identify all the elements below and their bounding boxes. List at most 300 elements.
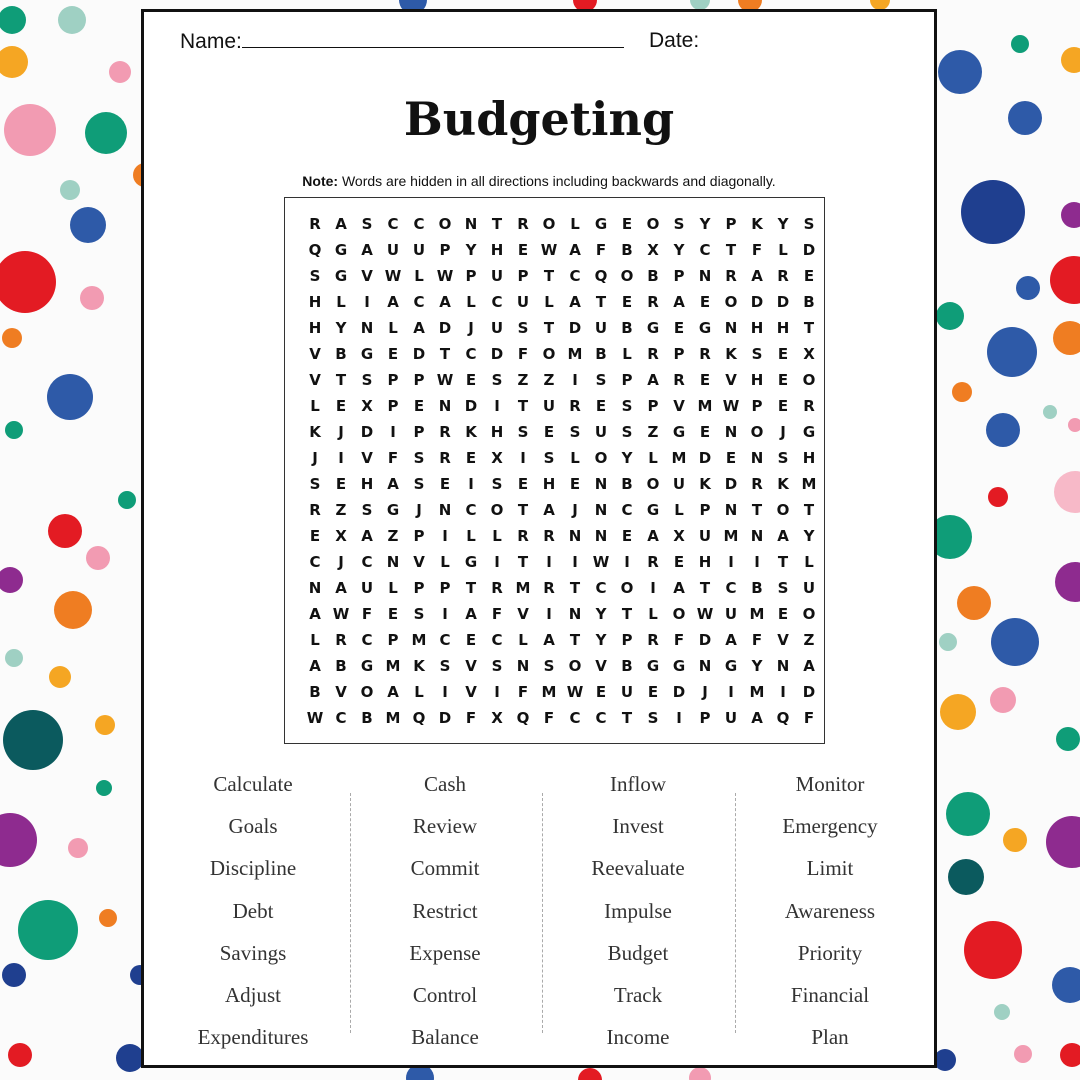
grid-letter[interactable]: U bbox=[490, 267, 504, 285]
grid-letter[interactable]: O bbox=[672, 605, 686, 623]
grid-letter[interactable]: I bbox=[728, 683, 734, 701]
grid-letter[interactable]: R bbox=[543, 527, 555, 545]
grid-letter[interactable]: O bbox=[724, 293, 738, 311]
grid-letter[interactable]: V bbox=[309, 345, 321, 363]
grid-letter[interactable]: E bbox=[777, 397, 789, 415]
grid-letter[interactable]: X bbox=[335, 527, 347, 545]
grid-letter[interactable]: C bbox=[387, 215, 399, 233]
grid-letter[interactable]: V bbox=[465, 683, 477, 701]
grid-letter[interactable]: R bbox=[569, 397, 581, 415]
grid-letter[interactable]: N bbox=[750, 527, 764, 545]
grid-letter[interactable]: U bbox=[594, 423, 608, 441]
grid-letter[interactable]: D bbox=[490, 345, 504, 363]
grid-letter[interactable]: R bbox=[647, 345, 659, 363]
grid-letter[interactable]: Z bbox=[803, 631, 815, 649]
grid-letter[interactable]: T bbox=[621, 709, 633, 727]
grid-letter[interactable]: E bbox=[621, 293, 633, 311]
grid-letter[interactable]: C bbox=[491, 631, 503, 649]
grid-letter[interactable]: N bbox=[360, 319, 374, 337]
grid-letter[interactable]: F bbox=[361, 605, 373, 623]
grid-letter[interactable]: O bbox=[360, 683, 374, 701]
grid-letter[interactable]: G bbox=[646, 501, 660, 519]
grid-letter[interactable]: W bbox=[436, 371, 454, 389]
grid-letter[interactable]: Y bbox=[335, 319, 347, 337]
grid-letter[interactable]: A bbox=[309, 605, 321, 623]
grid-letter[interactable]: L bbox=[310, 397, 320, 415]
grid-letter[interactable]: G bbox=[464, 553, 478, 571]
grid-letter[interactable]: E bbox=[595, 683, 607, 701]
grid-letter[interactable]: N bbox=[568, 605, 582, 623]
grid-letter[interactable]: M bbox=[385, 709, 401, 727]
grid-letter[interactable]: C bbox=[621, 501, 633, 519]
grid-letter[interactable]: P bbox=[413, 423, 425, 441]
grid-letter[interactable]: E bbox=[673, 319, 685, 337]
grid-letter[interactable]: V bbox=[361, 267, 373, 285]
grid-letter[interactable]: M bbox=[801, 475, 817, 493]
grid-letter[interactable]: R bbox=[777, 267, 789, 285]
grid-letter[interactable]: S bbox=[517, 319, 529, 337]
grid-letter[interactable]: H bbox=[802, 449, 816, 467]
grid-letter[interactable]: N bbox=[568, 527, 582, 545]
grid-letter[interactable]: F bbox=[543, 709, 555, 727]
grid-letter[interactable]: X bbox=[803, 345, 815, 363]
grid-letter[interactable]: I bbox=[676, 709, 682, 727]
date-field[interactable] bbox=[649, 29, 699, 53]
grid-letter[interactable]: D bbox=[750, 293, 764, 311]
grid-letter[interactable]: F bbox=[803, 709, 815, 727]
grid-letter[interactable]: J bbox=[416, 501, 422, 519]
grid-letter[interactable]: A bbox=[309, 657, 321, 675]
name-field[interactable] bbox=[180, 29, 624, 54]
grid-letter[interactable]: E bbox=[777, 371, 789, 389]
name-blank-line[interactable] bbox=[242, 29, 624, 48]
grid-letter[interactable]: H bbox=[750, 319, 764, 337]
grid-letter[interactable]: Y bbox=[621, 449, 633, 467]
grid-letter[interactable]: K bbox=[751, 215, 763, 233]
grid-letter[interactable]: S bbox=[803, 215, 815, 233]
grid-letter[interactable]: E bbox=[387, 605, 399, 623]
grid-letter[interactable]: T bbox=[777, 553, 789, 571]
grid-letter[interactable]: U bbox=[386, 241, 400, 259]
grid-letter[interactable]: D bbox=[724, 475, 738, 493]
grid-letter[interactable]: N bbox=[698, 657, 712, 675]
grid-letter[interactable]: A bbox=[751, 709, 763, 727]
grid-letter[interactable]: T bbox=[491, 215, 503, 233]
grid-letter[interactable]: N bbox=[516, 657, 530, 675]
grid-letter[interactable]: W bbox=[384, 267, 402, 285]
grid-letter[interactable]: V bbox=[673, 397, 685, 415]
grid-letter[interactable]: V bbox=[777, 631, 789, 649]
grid-letter[interactable]: A bbox=[751, 267, 763, 285]
grid-letter[interactable]: W bbox=[436, 267, 454, 285]
grid-letter[interactable]: N bbox=[724, 423, 738, 441]
grid-letter[interactable]: L bbox=[804, 553, 814, 571]
grid-letter[interactable]: B bbox=[647, 267, 659, 285]
grid-letter[interactable]: O bbox=[490, 501, 504, 519]
grid-letter[interactable]: P bbox=[439, 579, 451, 597]
grid-letter[interactable]: W bbox=[306, 709, 324, 727]
grid-letter[interactable]: S bbox=[309, 475, 321, 493]
grid-letter[interactable]: O bbox=[646, 215, 660, 233]
grid-letter[interactable]: U bbox=[672, 475, 686, 493]
grid-letter[interactable]: S bbox=[673, 215, 685, 233]
grid-letter[interactable]: J bbox=[338, 423, 344, 441]
grid-letter[interactable]: M bbox=[723, 527, 739, 545]
grid-letter[interactable]: P bbox=[439, 241, 451, 259]
grid-letter[interactable]: A bbox=[439, 293, 451, 311]
grid-letter[interactable]: B bbox=[595, 345, 607, 363]
grid-letter[interactable]: N bbox=[698, 267, 712, 285]
grid-letter[interactable]: L bbox=[622, 345, 632, 363]
grid-letter[interactable]: P bbox=[387, 371, 399, 389]
grid-letter[interactable]: M bbox=[515, 579, 531, 597]
grid-letter[interactable]: P bbox=[387, 631, 399, 649]
grid-letter[interactable]: R bbox=[491, 579, 503, 597]
grid-letter[interactable]: T bbox=[569, 631, 581, 649]
grid-letter[interactable]: N bbox=[386, 553, 400, 571]
grid-letter[interactable]: Y bbox=[777, 215, 789, 233]
grid-letter[interactable]: S bbox=[413, 449, 425, 467]
grid-letter[interactable]: I bbox=[572, 371, 578, 389]
grid-letter[interactable]: D bbox=[438, 709, 452, 727]
grid-letter[interactable]: C bbox=[699, 241, 711, 259]
grid-letter[interactable]: S bbox=[413, 605, 425, 623]
grid-letter[interactable]: I bbox=[494, 553, 500, 571]
grid-letter[interactable]: I bbox=[442, 605, 448, 623]
grid-letter[interactable]: Z bbox=[543, 371, 555, 389]
grid-letter[interactable]: E bbox=[465, 449, 477, 467]
grid-letter[interactable]: G bbox=[594, 215, 608, 233]
grid-letter[interactable]: N bbox=[776, 657, 790, 675]
grid-letter[interactable]: E bbox=[621, 215, 633, 233]
grid-letter[interactable]: R bbox=[439, 449, 451, 467]
grid-letter[interactable]: S bbox=[309, 267, 321, 285]
grid-letter[interactable]: C bbox=[595, 709, 607, 727]
grid-letter[interactable]: E bbox=[543, 423, 555, 441]
grid-letter[interactable]: P bbox=[673, 345, 685, 363]
grid-letter[interactable]: P bbox=[647, 397, 659, 415]
grid-letter[interactable]: T bbox=[595, 293, 607, 311]
grid-letter[interactable]: I bbox=[494, 683, 500, 701]
grid-letter[interactable]: T bbox=[751, 501, 763, 519]
grid-letter[interactable]: H bbox=[698, 553, 712, 571]
grid-letter[interactable]: S bbox=[543, 657, 555, 675]
grid-letter[interactable]: S bbox=[491, 475, 503, 493]
grid-letter[interactable]: N bbox=[438, 397, 452, 415]
grid-letter[interactable]: S bbox=[777, 579, 789, 597]
grid-letter[interactable]: C bbox=[413, 293, 425, 311]
grid-letter[interactable]: E bbox=[699, 371, 711, 389]
grid-letter[interactable]: I bbox=[442, 527, 448, 545]
grid-letter[interactable]: C bbox=[569, 709, 581, 727]
grid-letter[interactable]: O bbox=[594, 449, 608, 467]
grid-letter[interactable]: I bbox=[650, 579, 656, 597]
grid-letter[interactable]: Q bbox=[308, 241, 322, 259]
grid-letter[interactable]: S bbox=[413, 475, 425, 493]
grid-letter[interactable]: Y bbox=[803, 527, 815, 545]
grid-letter[interactable]: I bbox=[754, 553, 760, 571]
grid-letter[interactable]: A bbox=[673, 293, 685, 311]
grid-letter[interactable]: L bbox=[778, 241, 788, 259]
grid-letter[interactable]: T bbox=[335, 371, 347, 389]
grid-letter[interactable]: E bbox=[725, 449, 737, 467]
grid-letter[interactable]: G bbox=[360, 345, 374, 363]
grid-letter[interactable]: M bbox=[749, 605, 765, 623]
grid-letter[interactable]: H bbox=[542, 475, 556, 493]
grid-letter[interactable]: T bbox=[803, 501, 815, 519]
grid-letter[interactable]: X bbox=[361, 397, 373, 415]
grid-letter[interactable]: A bbox=[387, 293, 399, 311]
grid-letter[interactable]: K bbox=[465, 423, 477, 441]
grid-letter[interactable]: I bbox=[338, 449, 344, 467]
grid-letter[interactable]: M bbox=[697, 397, 713, 415]
grid-letter[interactable]: U bbox=[360, 579, 374, 597]
grid-letter[interactable]: E bbox=[595, 397, 607, 415]
grid-letter[interactable]: X bbox=[491, 709, 503, 727]
grid-letter[interactable]: V bbox=[595, 657, 607, 675]
grid-letter[interactable]: P bbox=[517, 267, 529, 285]
grid-letter[interactable]: E bbox=[517, 241, 529, 259]
grid-letter[interactable]: G bbox=[724, 657, 738, 675]
grid-letter[interactable]: D bbox=[464, 397, 478, 415]
grid-letter[interactable]: N bbox=[594, 527, 608, 545]
grid-letter[interactable]: H bbox=[750, 371, 764, 389]
grid-letter[interactable]: P bbox=[699, 501, 711, 519]
grid-letter[interactable]: I bbox=[468, 475, 474, 493]
grid-letter[interactable]: R bbox=[803, 397, 815, 415]
grid-letter[interactable]: G bbox=[646, 319, 660, 337]
grid-letter[interactable]: P bbox=[751, 397, 763, 415]
grid-letter[interactable]: V bbox=[413, 553, 425, 571]
grid-letter[interactable]: E bbox=[699, 293, 711, 311]
grid-letter[interactable]: C bbox=[595, 579, 607, 597]
grid-letter[interactable]: H bbox=[308, 293, 322, 311]
grid-letter[interactable]: H bbox=[308, 319, 322, 337]
grid-letter[interactable]: S bbox=[491, 371, 503, 389]
grid-letter[interactable]: I bbox=[780, 683, 786, 701]
grid-letter[interactable]: K bbox=[309, 423, 321, 441]
grid-letter[interactable]: I bbox=[494, 397, 500, 415]
grid-letter[interactable]: T bbox=[517, 553, 529, 571]
grid-letter[interactable]: I bbox=[364, 293, 370, 311]
grid-letter[interactable]: Y bbox=[751, 657, 763, 675]
grid-letter[interactable]: H bbox=[490, 423, 504, 441]
grid-letter[interactable]: A bbox=[413, 319, 425, 337]
grid-letter[interactable]: B bbox=[335, 657, 347, 675]
grid-letter[interactable]: C bbox=[491, 293, 503, 311]
grid-letter[interactable]: B bbox=[803, 293, 815, 311]
grid-letter[interactable]: D bbox=[568, 319, 582, 337]
grid-letter[interactable]: E bbox=[309, 527, 321, 545]
grid-letter[interactable]: B bbox=[335, 345, 347, 363]
grid-letter[interactable]: J bbox=[312, 449, 318, 467]
grid-letter[interactable]: L bbox=[310, 631, 320, 649]
grid-letter[interactable]: R bbox=[647, 631, 659, 649]
grid-letter[interactable]: Q bbox=[594, 267, 608, 285]
grid-letter[interactable]: O bbox=[776, 501, 790, 519]
grid-letter[interactable]: C bbox=[361, 631, 373, 649]
grid-letter[interactable]: L bbox=[414, 683, 424, 701]
grid-letter[interactable]: K bbox=[725, 345, 737, 363]
grid-letter[interactable]: S bbox=[361, 501, 373, 519]
grid-letter[interactable]: F bbox=[517, 683, 529, 701]
grid-letter[interactable]: C bbox=[725, 579, 737, 597]
grid-letter[interactable]: T bbox=[803, 319, 815, 337]
grid-letter[interactable]: R bbox=[517, 215, 529, 233]
grid-letter[interactable]: P bbox=[413, 371, 425, 389]
grid-letter[interactable]: O bbox=[568, 657, 582, 675]
grid-letter[interactable]: K bbox=[777, 475, 789, 493]
grid-letter[interactable]: N bbox=[594, 475, 608, 493]
grid-letter[interactable]: E bbox=[387, 345, 399, 363]
grid-letter[interactable]: G bbox=[802, 423, 816, 441]
grid-letter[interactable]: W bbox=[592, 553, 610, 571]
grid-letter[interactable]: A bbox=[543, 631, 555, 649]
grid-letter[interactable]: L bbox=[466, 293, 476, 311]
grid-letter[interactable]: W bbox=[540, 241, 558, 259]
grid-letter[interactable]: I bbox=[390, 423, 396, 441]
grid-letter[interactable]: D bbox=[698, 631, 712, 649]
grid-letter[interactable]: B bbox=[751, 579, 763, 597]
grid-letter[interactable]: S bbox=[439, 657, 451, 675]
grid-letter[interactable]: Z bbox=[517, 371, 529, 389]
grid-letter[interactable]: O bbox=[620, 579, 634, 597]
grid-letter[interactable]: R bbox=[543, 579, 555, 597]
grid-letter[interactable]: F bbox=[517, 345, 529, 363]
grid-letter[interactable]: P bbox=[621, 631, 633, 649]
grid-letter[interactable]: E bbox=[777, 605, 789, 623]
grid-letter[interactable]: L bbox=[674, 501, 684, 519]
grid-letter[interactable]: C bbox=[465, 501, 477, 519]
grid-letter[interactable]: N bbox=[594, 501, 608, 519]
grid-letter[interactable]: O bbox=[542, 345, 556, 363]
grid-letter[interactable]: M bbox=[567, 345, 583, 363]
grid-letter[interactable]: I bbox=[546, 605, 552, 623]
grid-letter[interactable]: S bbox=[361, 215, 373, 233]
grid-letter[interactable]: T bbox=[699, 579, 711, 597]
grid-letter[interactable]: F bbox=[673, 631, 685, 649]
grid-letter[interactable]: R bbox=[439, 423, 451, 441]
grid-letter[interactable]: J bbox=[338, 553, 344, 571]
grid-letter[interactable]: N bbox=[750, 449, 764, 467]
grid-letter[interactable]: E bbox=[777, 345, 789, 363]
grid-letter[interactable]: N bbox=[438, 501, 452, 519]
grid-letter[interactable]: H bbox=[490, 241, 504, 259]
grid-letter[interactable]: Q bbox=[776, 709, 790, 727]
grid-letter[interactable]: D bbox=[698, 449, 712, 467]
grid-letter[interactable]: F bbox=[751, 241, 763, 259]
grid-letter[interactable]: O bbox=[438, 215, 452, 233]
grid-letter[interactable]: E bbox=[621, 527, 633, 545]
grid-letter[interactable]: L bbox=[466, 527, 476, 545]
grid-letter[interactable]: L bbox=[414, 267, 424, 285]
grid-letter[interactable]: C bbox=[465, 345, 477, 363]
grid-letter[interactable]: W bbox=[566, 683, 584, 701]
grid-letter[interactable]: E bbox=[673, 553, 685, 571]
grid-letter[interactable]: O bbox=[750, 423, 764, 441]
grid-letter[interactable]: A bbox=[361, 527, 373, 545]
grid-letter[interactable]: A bbox=[777, 527, 789, 545]
grid-letter[interactable]: Z bbox=[387, 527, 399, 545]
grid-letter[interactable]: P bbox=[725, 215, 737, 233]
grid-letter[interactable]: D bbox=[412, 345, 426, 363]
grid-letter[interactable]: O bbox=[620, 267, 634, 285]
grid-letter[interactable]: B bbox=[621, 241, 633, 259]
grid-letter[interactable]: U bbox=[724, 605, 738, 623]
grid-letter[interactable]: I bbox=[728, 553, 734, 571]
grid-letter[interactable]: I bbox=[624, 553, 630, 571]
grid-letter[interactable]: A bbox=[465, 605, 477, 623]
grid-letter[interactable]: E bbox=[803, 267, 815, 285]
grid-letter[interactable]: C bbox=[413, 215, 425, 233]
grid-letter[interactable]: L bbox=[336, 293, 346, 311]
grid-letter[interactable]: V bbox=[335, 683, 347, 701]
grid-letter[interactable]: A bbox=[803, 657, 815, 675]
grid-letter[interactable]: T bbox=[439, 345, 451, 363]
grid-letter[interactable]: G bbox=[334, 267, 348, 285]
grid-letter[interactable]: R bbox=[647, 293, 659, 311]
grid-letter[interactable]: W bbox=[696, 605, 714, 623]
grid-letter[interactable]: R bbox=[647, 553, 659, 571]
grid-letter[interactable]: V bbox=[517, 605, 529, 623]
grid-letter[interactable]: S bbox=[621, 423, 633, 441]
grid-letter[interactable]: P bbox=[699, 709, 711, 727]
grid-letter[interactable]: E bbox=[647, 683, 659, 701]
grid-letter[interactable]: R bbox=[699, 345, 711, 363]
grid-letter[interactable]: E bbox=[699, 423, 711, 441]
grid-letter[interactable]: P bbox=[621, 371, 633, 389]
grid-letter[interactable]: M bbox=[541, 683, 557, 701]
grid-letter[interactable]: J bbox=[468, 319, 474, 337]
grid-letter[interactable]: A bbox=[335, 215, 347, 233]
grid-letter[interactable]: D bbox=[672, 683, 686, 701]
grid-letter[interactable]: T bbox=[621, 605, 633, 623]
grid-letter[interactable]: G bbox=[334, 241, 348, 259]
grid-letter[interactable]: L bbox=[492, 527, 502, 545]
grid-letter[interactable]: T bbox=[569, 579, 581, 597]
grid-letter[interactable]: L bbox=[570, 215, 580, 233]
grid-letter[interactable]: D bbox=[802, 683, 816, 701]
grid-letter[interactable]: Z bbox=[335, 501, 347, 519]
grid-letter[interactable]: R bbox=[751, 475, 763, 493]
grid-letter[interactable]: E bbox=[413, 397, 425, 415]
grid-letter[interactable]: O bbox=[542, 215, 556, 233]
grid-letter[interactable]: Q bbox=[516, 709, 530, 727]
grid-letter[interactable]: L bbox=[388, 319, 398, 337]
grid-letter[interactable]: Q bbox=[412, 709, 426, 727]
grid-letter[interactable]: L bbox=[388, 579, 398, 597]
grid-letter[interactable]: R bbox=[517, 527, 529, 545]
grid-letter[interactable]: G bbox=[646, 657, 660, 675]
grid-letter[interactable]: B bbox=[621, 319, 633, 337]
grid-letter[interactable]: J bbox=[780, 423, 786, 441]
grid-letter[interactable]: T bbox=[543, 267, 555, 285]
grid-letter[interactable]: B bbox=[621, 475, 633, 493]
grid-letter[interactable]: U bbox=[594, 319, 608, 337]
grid-letter[interactable]: W bbox=[332, 605, 350, 623]
grid-letter[interactable]: I bbox=[572, 553, 578, 571]
grid-letter[interactable]: V bbox=[361, 449, 373, 467]
grid-letter[interactable]: A bbox=[725, 631, 737, 649]
grid-letter[interactable]: U bbox=[542, 397, 556, 415]
grid-letter[interactable]: R bbox=[309, 501, 321, 519]
grid-letter[interactable]: E bbox=[335, 397, 347, 415]
grid-letter[interactable]: A bbox=[335, 579, 347, 597]
grid-letter[interactable]: S bbox=[517, 423, 529, 441]
grid-letter[interactable]: I bbox=[546, 553, 552, 571]
grid-letter[interactable]: G bbox=[698, 319, 712, 337]
grid-letter[interactable]: O bbox=[802, 605, 816, 623]
